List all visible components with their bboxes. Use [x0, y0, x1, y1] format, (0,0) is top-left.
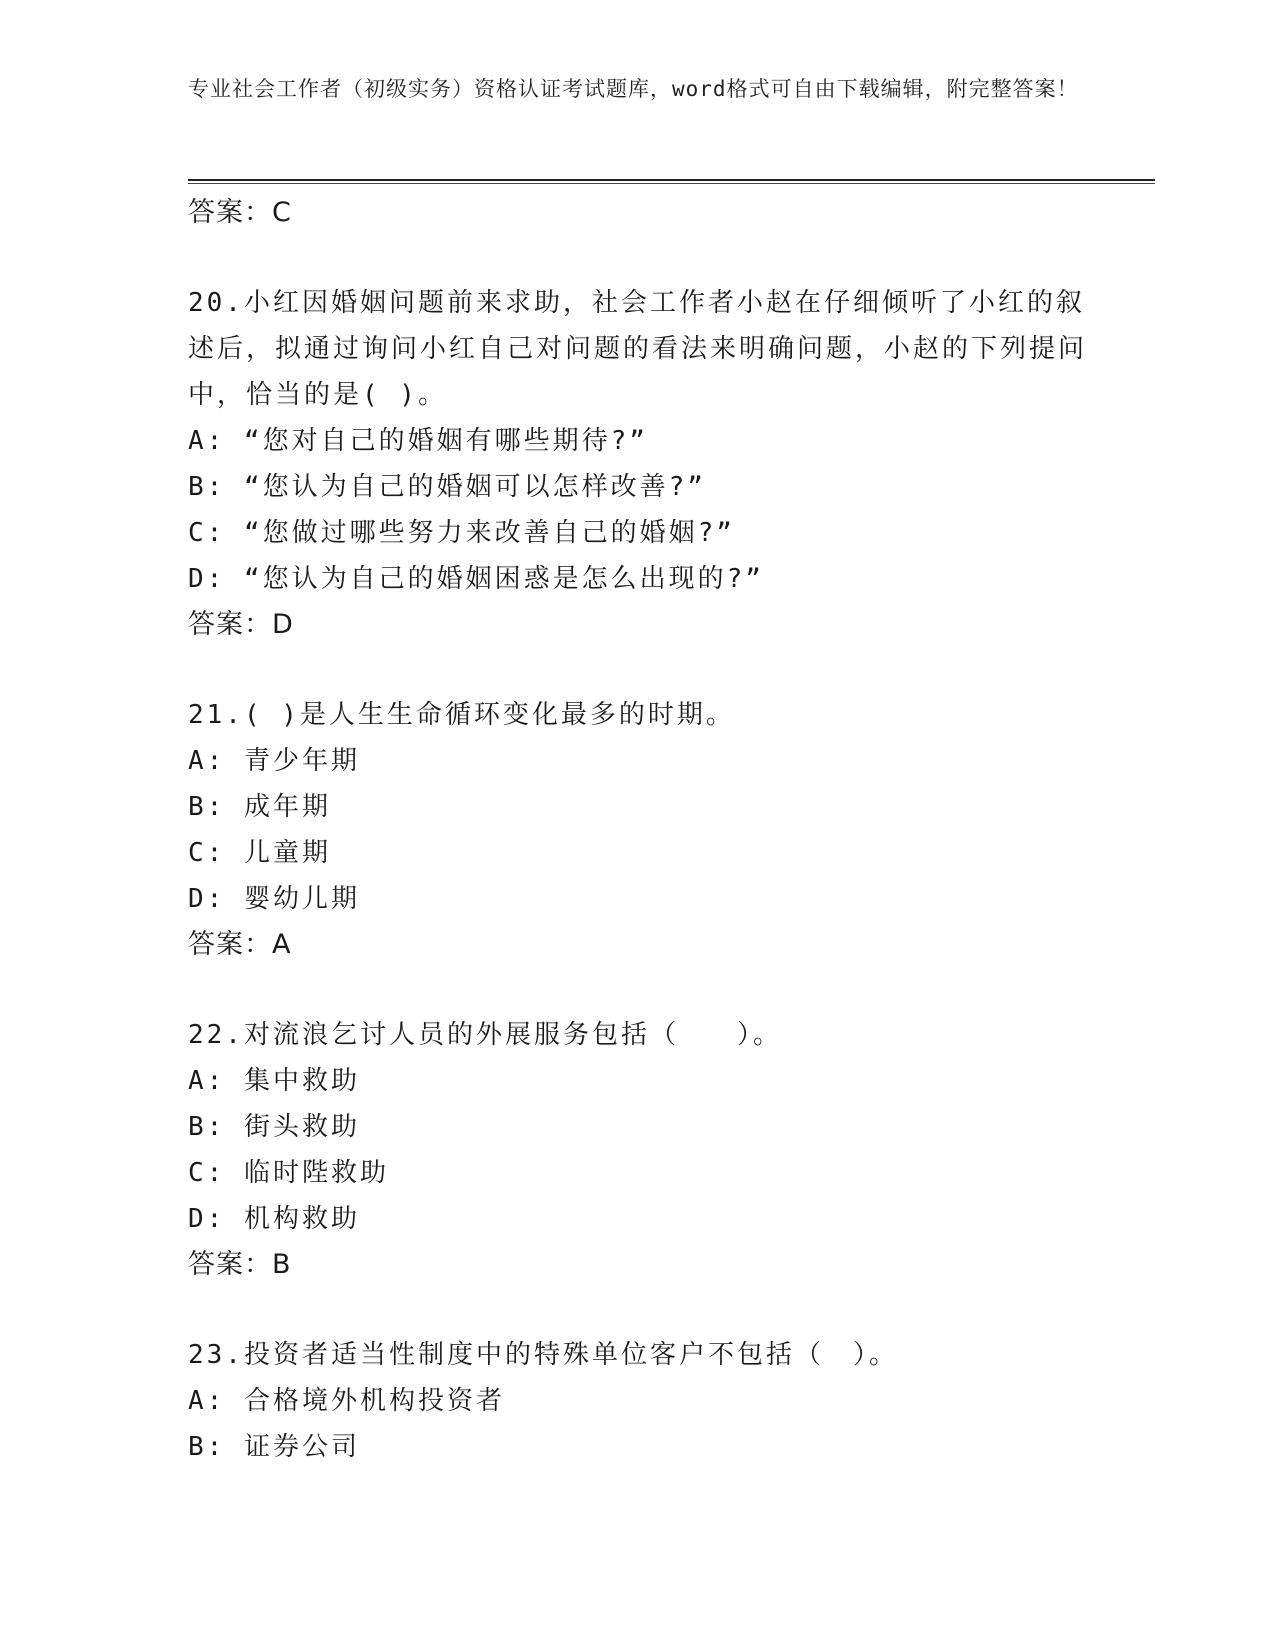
answer-line: 答案：B [188, 1249, 292, 1280]
option-c: C: “您做过哪些努力来改善自己的婚姻?” [188, 518, 735, 548]
option-d: D: 婴幼儿期 [188, 884, 360, 914]
option-c: C: 临时陛救助 [188, 1158, 389, 1188]
question-block [188, 1012, 1088, 1288]
option-a: A: 集中救助 [188, 1066, 360, 1096]
answer-line: 答案：C [188, 197, 292, 228]
option-b: B: 证券公司 [188, 1432, 360, 1462]
option-a: A: 青少年期 [188, 746, 360, 776]
question-stem: 20.小红因婚姻问题前来求助，社会工作者小赵在仔细倾听了小红的叙述后，拟通过询问小红自己对问题的看法来明确问题，小赵的下列提问中，恰当的是( )。 [188, 288, 1088, 410]
answer-line: 答案：D [188, 609, 294, 640]
question-stem: 21.( )是人生生命循环变化最多的时期。 [188, 700, 735, 730]
header-rule [188, 179, 1155, 181]
question-stem: 23.投资者适当性制度中的特殊单位客户不包括（ ）。 [188, 1340, 898, 1370]
option-b: B: 成年期 [188, 792, 331, 822]
option-a: A: “您对自己的婚姻有哪些期待?” [188, 426, 648, 456]
header-rule-thin [188, 183, 1155, 184]
option-c: C: 儿童期 [188, 838, 331, 868]
question-list [188, 190, 1088, 1470]
option-a: A: 合格境外机构投资者 [188, 1386, 505, 1416]
option-d: D: 机构救助 [188, 1204, 360, 1234]
option-d: D: “您认为自己的婚姻困惑是怎么出现的?” [188, 564, 764, 594]
option-b: B: 街头救助 [188, 1112, 360, 1142]
question-block [188, 1332, 1088, 1470]
question-block [188, 280, 1088, 648]
answer-line: 答案：A [188, 929, 292, 960]
question-stem: 22.对流浪乞讨人员的外展服务包括（ ）。 [188, 1020, 782, 1050]
option-b: B: “您认为自己的婚姻可以怎样改善?” [188, 472, 706, 502]
question-block [188, 692, 1088, 968]
page-header: 专业社会工作者（初级实务）资格认证考试题库，word格式可自由下载编辑，附完整答案！ [188, 77, 1079, 101]
